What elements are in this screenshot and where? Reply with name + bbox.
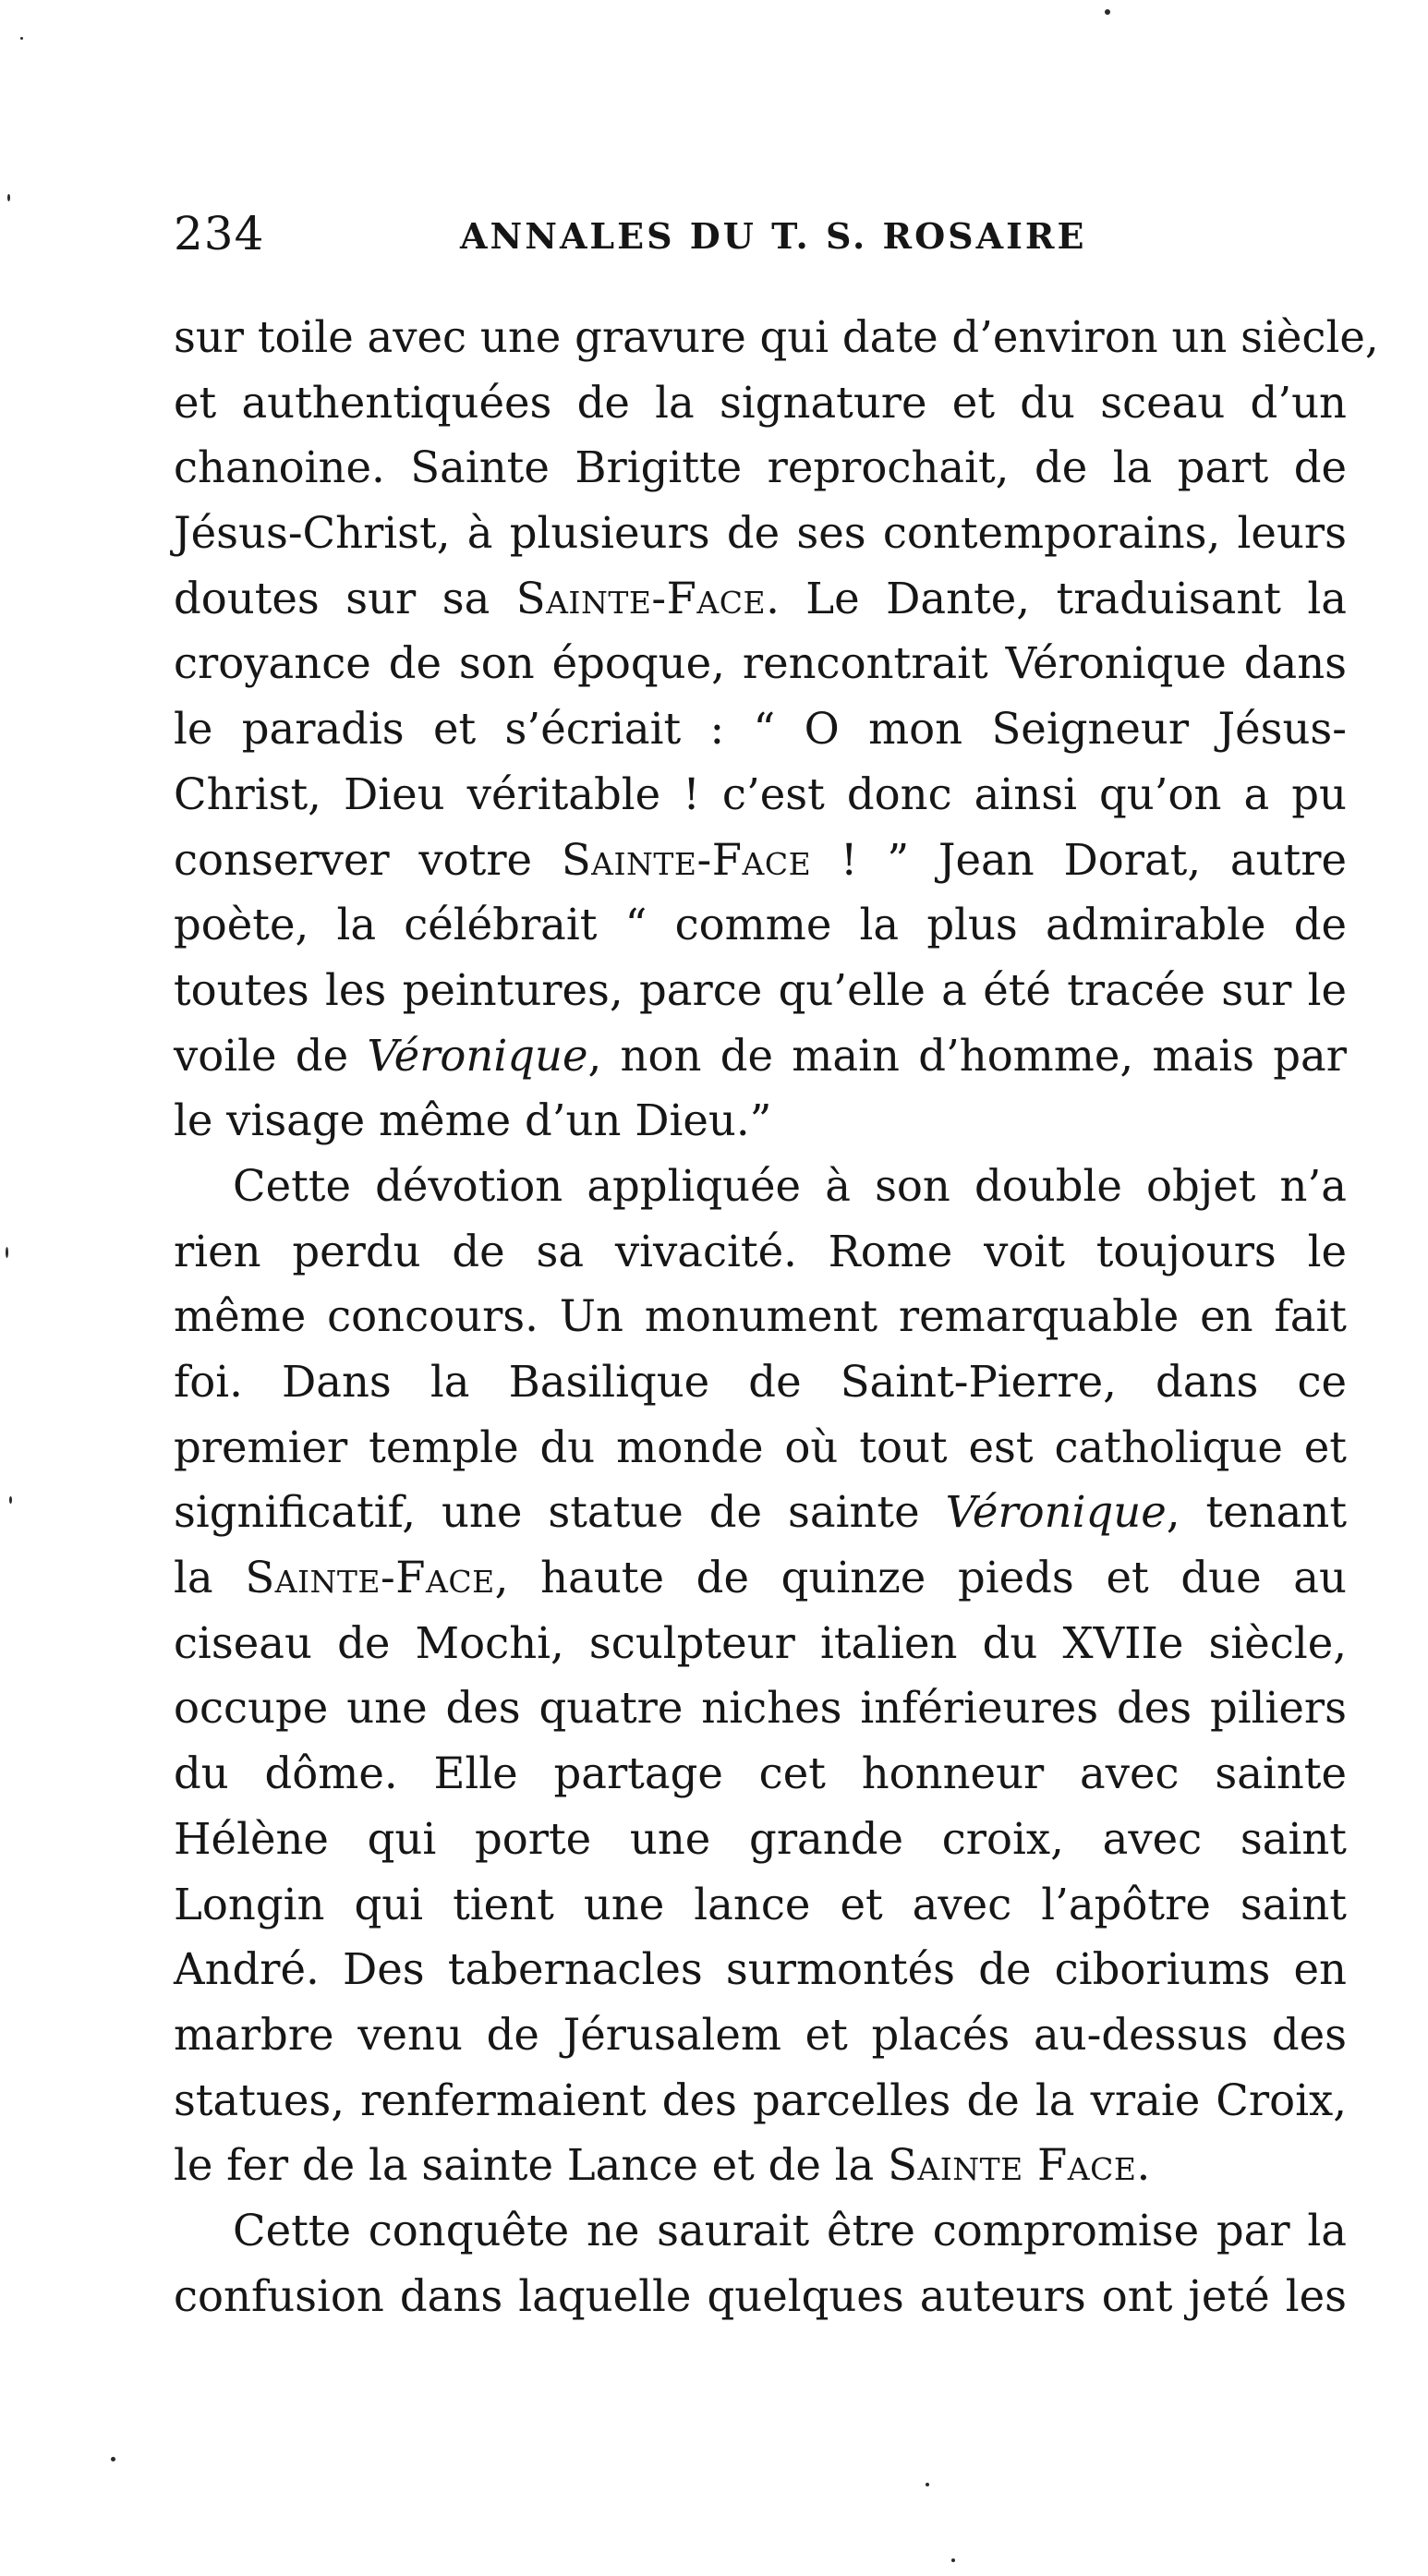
text-line xyxy=(174,1284,1347,1349)
text-line xyxy=(174,1611,1347,1676)
text-line xyxy=(174,566,1347,632)
scan-speck xyxy=(20,37,23,40)
text-segment: marbre venu de Jérusalem et placés au-dessus des xyxy=(174,2009,1347,2060)
running-head: ANNALES DU T. S. ROSAIRE xyxy=(460,215,1087,257)
scan-speck xyxy=(7,194,10,201)
text-line xyxy=(174,305,1379,370)
text-segment: , tenant xyxy=(1166,1487,1348,1538)
page-header xyxy=(174,201,1347,266)
text-line xyxy=(174,1349,1347,1415)
text-segment: foi. Dans la Basilique de Saint-Pierre, dans ce xyxy=(174,1357,1347,1407)
scan-speck xyxy=(1105,9,1110,15)
text-segment: Cette conquête ne saurait être compromise par la xyxy=(233,2205,1347,2256)
text-line xyxy=(174,2002,1347,2068)
text-line xyxy=(174,958,1347,1023)
text-segment: le visage même d’un Dieu.” xyxy=(174,1095,772,1146)
text-segment: Christ, Dieu véritable ! c’est donc ainsi qu’on a pu xyxy=(174,768,1347,819)
page-number: 234 xyxy=(174,207,265,260)
small-caps-text: Sainte-Face xyxy=(515,573,767,623)
text-line xyxy=(174,828,1347,893)
text-segment: . Le Dante, traduisant la xyxy=(766,573,1348,623)
scan-speck xyxy=(111,2457,115,2461)
italic-text: Véronique xyxy=(945,1487,1167,1538)
text-segment: sur toile avec une gravure qui date d’environ un siècle, xyxy=(174,312,1379,362)
text-segment: significatif, une statue de sainte xyxy=(174,1487,946,1538)
text-segment: Hélène qui porte une grande croix, avec saint xyxy=(174,1813,1347,1864)
text-segment: doutes sur sa xyxy=(174,573,516,623)
text-line xyxy=(174,1415,1347,1481)
small-caps-text: Sainte-Face xyxy=(245,1553,495,1603)
text-line xyxy=(174,1937,1347,2002)
text-line xyxy=(174,1219,1347,1285)
text-segment: le paradis et s’écriait : “ O mon Seigneur Jésus- xyxy=(174,704,1347,755)
text-line xyxy=(174,696,1347,762)
text-segment: Longin qui tient une lance et avec l’apôtre saint xyxy=(174,1879,1347,1929)
text-segment: voile de xyxy=(174,1030,368,1081)
text-segment: du dôme. Elle partage cet honneur avec sainte xyxy=(174,1748,1347,1799)
text-line xyxy=(174,1872,1347,1938)
text-segment: conserver votre xyxy=(174,834,562,885)
text-line xyxy=(174,892,1347,958)
text-segment: Cette dévotion appliquée à son double objet n’a xyxy=(233,1160,1347,1211)
text-line xyxy=(174,435,1347,501)
text-segment: rien perdu de sa vivacité. Rome voit toujours le xyxy=(174,1226,1347,1276)
text-line xyxy=(174,2198,1347,2264)
text-line xyxy=(174,2133,1347,2198)
text-segment: et authentiquées de la signature et du sceau d’un xyxy=(174,377,1347,428)
text-line xyxy=(174,1807,1347,1872)
text-line xyxy=(174,2068,1347,2134)
text-segment: confusion dans laquelle quelques auteurs ont jeté les xyxy=(174,2270,1347,2321)
italic-text: Véronique xyxy=(367,1030,588,1081)
text-line xyxy=(174,1154,1347,1219)
text-segment: Jésus-Christ, à plusieurs de ses contemporains, leurs xyxy=(174,508,1347,559)
scan-speck xyxy=(6,1247,8,1258)
text-segment: croyance de son époque, rencontrait Véronique dans xyxy=(174,638,1347,689)
text-line xyxy=(174,1088,1347,1154)
text-segment: toutes les peintures, parce qu’elle a été tracée sur le xyxy=(174,964,1347,1015)
text-segment: premier temple du monde où tout est catholique et xyxy=(174,1421,1347,1472)
scan-speck xyxy=(9,1496,12,1504)
text-line xyxy=(174,1741,1347,1807)
text-segment: la xyxy=(174,1553,246,1603)
text-segment: ! ” Jean Dorat, autre xyxy=(811,834,1347,885)
text-segment: poète, la célébrait “ comme la plus admirable de xyxy=(174,900,1347,950)
text-line xyxy=(174,1545,1347,1611)
body-text xyxy=(174,305,1379,2328)
small-caps-text: Sainte Face xyxy=(888,2140,1137,2191)
text-line xyxy=(174,762,1347,828)
text-segment: occupe une des quatre niches inférieures des piliers xyxy=(174,1683,1347,1734)
text-segment: André. Des tabernacles surmontés de ciboriums en xyxy=(174,1944,1347,1995)
scan-speck xyxy=(951,2558,955,2562)
text-line xyxy=(174,1675,1347,1741)
text-line xyxy=(174,631,1347,696)
text-line xyxy=(174,501,1347,566)
text-segment: le fer de la sainte Lance et de la xyxy=(174,2140,889,2191)
small-caps-text: Sainte-Face xyxy=(561,834,812,885)
text-line xyxy=(174,1480,1347,1545)
text-segment: chanoine. Sainte Brigitte reprochait, de la part de xyxy=(174,442,1347,493)
text-segment: , haute de quinze pieds et due au xyxy=(494,1553,1347,1603)
scan-speck xyxy=(926,2483,929,2486)
text-segment: . xyxy=(1136,2140,1151,2191)
text-segment: même concours. Un monument remarquable en fait xyxy=(174,1291,1347,1342)
text-line xyxy=(174,2264,1347,2329)
text-segment: ciseau de Mochi, sculpteur italien du XVIIe siècle, xyxy=(174,1617,1347,1668)
text-line xyxy=(174,370,1347,436)
text-segment: , non de main d’homme, mais par xyxy=(587,1030,1347,1081)
text-line xyxy=(174,1023,1347,1089)
text-segment: statues, renfermaient des parcelles de la vraie Croix, xyxy=(174,2074,1347,2125)
